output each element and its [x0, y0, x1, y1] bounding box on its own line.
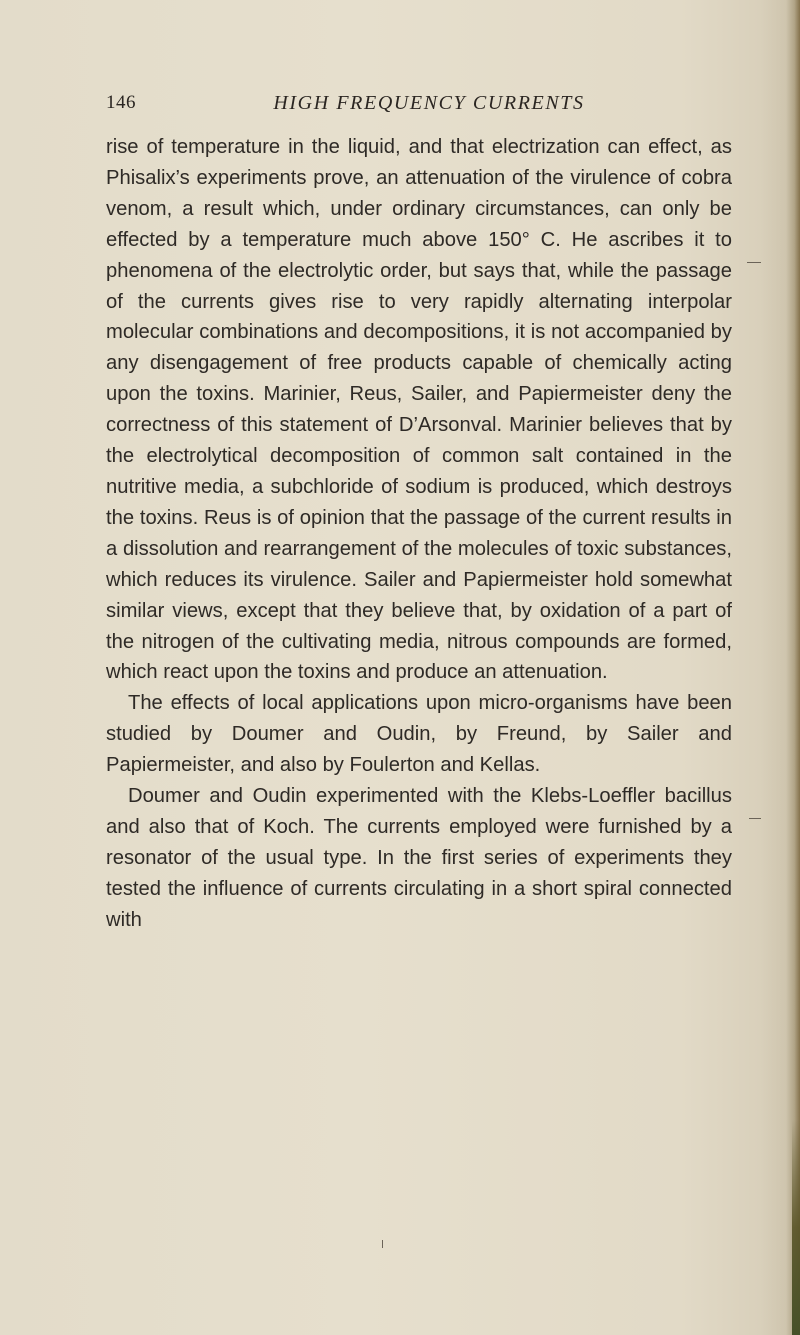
- page-edge-stain: [792, 1120, 800, 1335]
- page-number: 146: [106, 92, 136, 113]
- margin-mark: [382, 1240, 383, 1248]
- running-title: HIGH FREQUENCY CURRENTS: [273, 92, 585, 114]
- page-header: [106, 92, 732, 118]
- body-text: [106, 132, 732, 936]
- margin-mark: [747, 262, 761, 263]
- paragraph: rise of temperature in the liquid, and that electrization can effect, as Phisalix’s experiments prove, an attenuation of the virulence of cobra venom, a result which, under ordinary circumstances, can only be effected by a temperature much above 150° C. He ascribes it to phenomena of the electrolytic order, but says that, while the passage of the currents gives rise to very rapidly alternating interpolar molecular combinations and decompositions, it is not accompanied by any disengagement of free products capable of chemically acting upon the toxins. Marinier, Reus, Sailer, and Papiermeister deny the correctness of this statement of D’Arsonval. Marinier believes that by the electrolytical decomposition of common salt contained in the nutritive media, a subchloride of sodium is produced, which destroys the toxins. Reus is of opinion that the passage of the current results in a dissolution and rearrangement of the molecules of toxic substances, which reduces its virulence. Sailer and Papiermeister hold somewhat similar views, except that they believe that, by oxidation of a part of the nitrogen of the cultivating media, nitrous compounds are formed, which react upon the toxins and produce an attenuation.: [106, 136, 732, 684]
- margin-mark: [749, 818, 761, 819]
- paragraph: Doumer and Oudin experimented with the Klebs-Loeffler bacillus and also that of Koch. The currents employed were furnished by a resonator of the usual type. In the first series of experiments they tested the influence of currents circulating in a short spiral connected with: [106, 785, 732, 931]
- paragraph: The effects of local applications upon micro-organisms have been studied by Doumer and Oudin, by Freund, by Sailer and Papiermeister, and also by Foulerton and Kellas.: [106, 692, 732, 777]
